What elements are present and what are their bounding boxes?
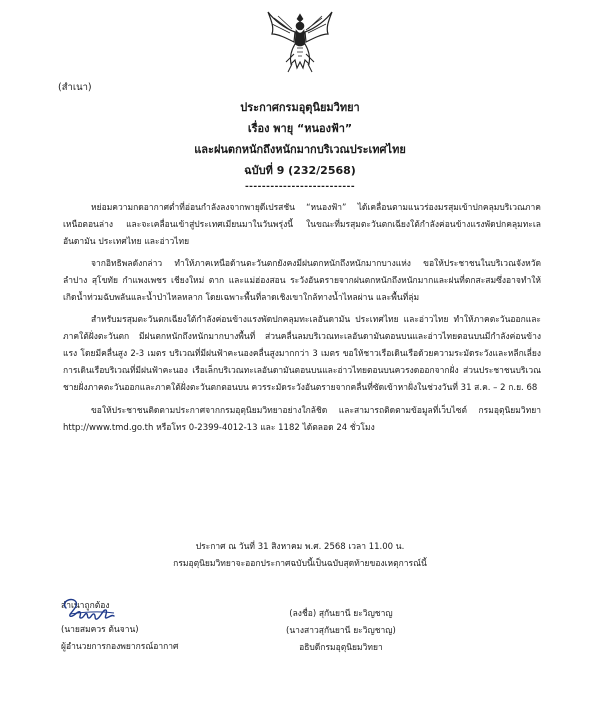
header-divider: -------------------------- (244, 182, 356, 192)
paragraph-northern-warning: จากอิทธิพลดังกล่าว ทำให้ภาคเหนือด้านตะวันตกยังคงมีฝนตกหนักถึงหนักมากบางแห่ง ขอให้ประชาชนในบริเวณจังหวัดลำปาง สุโขทัย กำแพงเพชร เชียงใหม่ ตาก และแม่ฮ่องสอน ระวังอันตรายจากฝนตกหนักถึงหนักมากและฝนที่ตกสะสมซึ่งอาจทำให้เกิดน้ำท่วมฉับพลันและน้ำป่าไหลหลาก โดยเฉพาะพื้นที่ลาดเชิงเขาใกล้ทางน้ำไหลผ่าน และพื้นที่ลุ่ม (63, 259, 541, 303)
signer-name: (นางสาวสุกันยานี ยะวิญชาญ) (286, 626, 396, 636)
copy-mark: (สำเนา) (58, 82, 92, 93)
document-body (63, 200, 541, 442)
document-issue-number: ฉบับที่ 9 (232/2568) (244, 164, 356, 177)
paragraph-situation: หย่อมความกดอากาศต่ำที่อ่อนกำลังลงจากพายุดีเปรสชัน “หนองฟ้า” ได้เคลื่อนตามแนวร่องมรสุมเข้าปกคลุมบริเวณภาคเหนือตอนล่าง และจะเคลื่อนเข้าสู่ประเทศเมียนมาในวันพรุ่งนี้ ในขณะที่มรสุมตะวันตกเฉียงใต้กำลังค่อนข้างแรงพัดปกคลุมทะเลอันดามัน ประเทศไทย และอ่าวไทย (63, 203, 541, 247)
signer-position: อธิบดีกรมอุตุนิยมวิทยา (299, 643, 383, 653)
certifier-name: (นายสมควร ต้นจาน) (61, 625, 139, 635)
document-header (0, 97, 600, 193)
final-notice: กรมอุตุนิยมวิทยาจะออกประกาศฉบับนี้เป็นฉบับสุดท้ายของเหตุการณ์นี้ (173, 559, 427, 569)
certified-label: สำเนาถูกต้อง (61, 601, 110, 611)
paragraph-follow-updates: ขอให้ประชาชนติดตามประกาศจากกรมอุตุนิยมวิทยาอย่างใกล้ชิด และสามารถติดตามข้อมูลที่เว็บไซต์ กรมอุตุนิยมวิทยา http://www.tmd.go.th หรือโทร 0-2399-4012-13 และ 1182 ได้ตลอด 24 ชั่วโมง (63, 406, 541, 433)
garuda-emblem-icon (264, 8, 336, 78)
document-subject-line2: และฝนตกหนักถึงหนักมากบริเวณประเทศไทย (194, 143, 406, 156)
certifier-position: ผู้อำนวยการกองพยากรณ์อากาศ (61, 642, 179, 652)
handwritten-signature-icon (60, 594, 122, 620)
announcement-block (0, 539, 600, 573)
certifier-block (61, 622, 178, 656)
signer-signed: (ลงชื่อ) สุกันยานี ยะวิญชาญ (289, 609, 393, 619)
document-subject: เรื่อง พายุ “หนองฟ้า” (247, 122, 353, 135)
announced-date: ประกาศ ณ วันที่ 31 สิงหาคม พ.ศ. 2568 เวลา 11.00 น. (195, 542, 405, 552)
document-title: ประกาศกรมอุตุนิยมวิทยา (240, 101, 360, 114)
paragraph-monsoon-warning: สำหรับมรสุมตะวันตกเฉียงใต้กำลังค่อนข้างแรงพัดปกคลุมทะเลอันดามัน ประเทศไทย และอ่าวไทย ทำให้ภาคตะวันออกและภาคใต้ฝั่งตะวันตก มีฝนตกหนักถึงหนักมากบางพื้นที่ ส่วนคลื่นลมบริเวณทะเลอันดามันตอนบนและอ่าวไทยตอนบนมีกำลังค่อนข้างแรง โดยมีคลื่นสูง 2-3 เมตร บริเวณที่มีฝนฟ้าคะนองคลื่นสูงมากกว่า 3 เมตร ขอให้ชาวเรือเดินเรือด้วยความระมัดระวังและหลีกเลี่ยงการเดินเรือบริเวณที่มีฝนฟ้าคะนอง เรือเล็กบริเวณทะเลอันดามันตอนบนและอ่าวไทยตอนบนควรงดออกจากฝั่ง ส่วนประชาชนบริเวณชายฝั่งภาคตะวันออกและภาคใต้ฝั่งตะวันตกตอนบน ควรระมัดระวังอันตรายจากคลื่นที่ซัดเข้าหาฝั่งในช่วงวันที่ 31 ส.ค. – 2 ก.ย. 68 (63, 315, 541, 393)
signature-block (286, 606, 396, 657)
